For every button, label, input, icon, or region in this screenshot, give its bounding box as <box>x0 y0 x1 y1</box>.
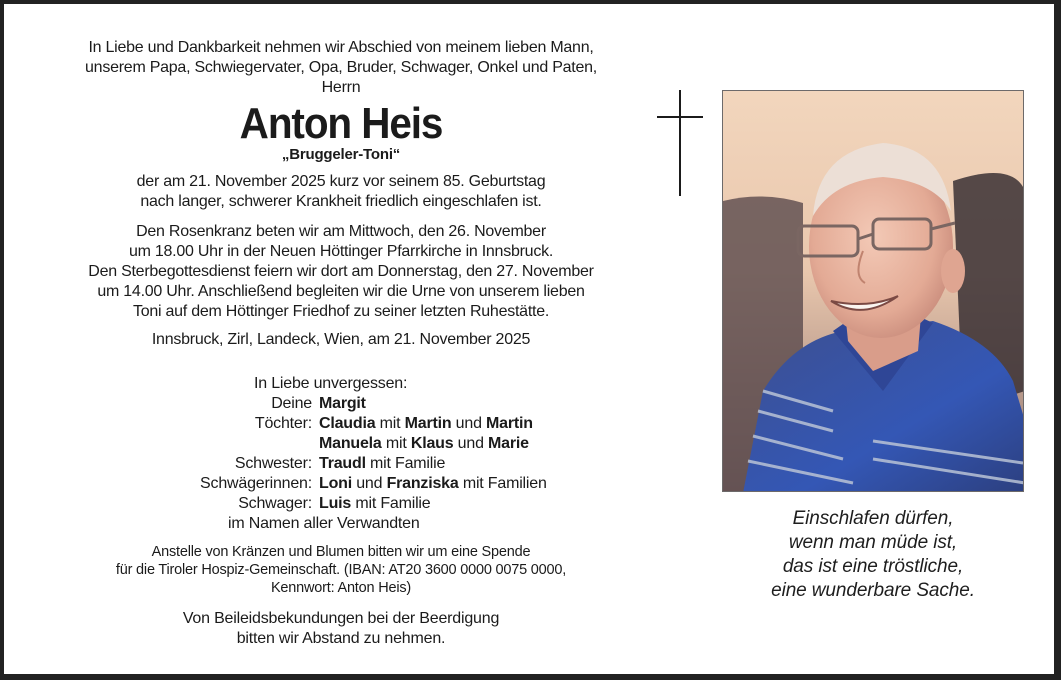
death-line: nach langer, schwerer Krankheit friedlich eingeschlafen ist. <box>140 193 542 210</box>
service-line: Toni auf dem Höttinger Friedhof zu seiner letzten Ruhestätte. <box>132 303 550 320</box>
connector-text: mit <box>381 435 411 452</box>
survivors-footer: im Namen aller Verwandten <box>228 515 420 532</box>
death-line: der am 21. November 2025 kurz vor seinem 85. Geburtstag <box>136 173 546 190</box>
connector-text: mit Familie <box>351 495 431 512</box>
connector-text: und <box>451 415 487 432</box>
intro-line: unserem Papa, Schwiegervater, Opa, Bruder, Schwager, Onkel und Paten, <box>85 59 597 76</box>
donation-request <box>34 543 648 597</box>
survivor-row <box>34 394 648 414</box>
survivor-names <box>319 474 547 494</box>
portrait-photo <box>722 90 1024 492</box>
service-line: Den Rosenkranz beten wir am Mittwoch, den 26. November <box>136 223 546 240</box>
quote-line: das ist eine tröstliche, <box>782 556 964 577</box>
service-line: Den Sterbegottesdienst feiern wir dort am Donnerstag, den 27. November <box>88 263 594 280</box>
condolence-line: bitten wir Abstand zu nehmen. <box>236 630 446 647</box>
quote-line: eine wunderbare Sache. <box>771 580 975 601</box>
survivor-names <box>319 434 529 454</box>
connector-text: mit <box>375 415 405 432</box>
connector-text: mit Familie <box>365 455 446 472</box>
survivor-name: Manuela <box>319 435 382 452</box>
survivor-name: Margit <box>319 395 366 412</box>
survivors-heading: In Liebe unvergessen: <box>254 375 408 392</box>
portrait-illustration <box>723 91 1024 492</box>
survivor-label: Töchter: <box>254 415 312 432</box>
survivor-label: Schwager: <box>238 495 312 512</box>
survivor-name: Martin <box>404 415 452 432</box>
survivor-row <box>34 454 648 474</box>
survivor-row <box>34 494 648 514</box>
connector-text: und <box>351 475 387 492</box>
service-line: um 14.00 Uhr. Anschließend begleiten wir die Urne von unserem lieben <box>97 283 585 300</box>
survivor-names <box>319 454 445 474</box>
survivor-row <box>34 434 648 454</box>
intro-line: In Liebe und Dankbarkeit nehmen wir Abschied von meinem lieben Mann, <box>88 39 594 56</box>
survivor-label: Schwägerinnen: <box>200 475 312 492</box>
survivor-name: Loni <box>319 475 352 492</box>
cross-horizontal-bar <box>657 116 703 118</box>
survivor-label: Deine <box>271 395 312 412</box>
connector-text: mit Familien <box>458 475 547 492</box>
donation-line: für die Tiroler Hospiz-Gemeinschaft. (IBAN: AT20 3600 0000 0075 0000, <box>115 562 567 578</box>
survivor-name: Luis <box>319 495 352 512</box>
quote-line: Einschlafen dürfen, <box>792 508 954 529</box>
connector-text: und <box>453 435 489 452</box>
survivor-name: Traudl <box>319 455 366 472</box>
survivor-row <box>34 474 648 494</box>
donation-line: Kennwort: Anton Heis) <box>270 580 412 596</box>
obituary-text-column <box>34 38 648 647</box>
intro-text <box>34 38 648 98</box>
survivor-name: Martin <box>486 415 533 432</box>
memorial-quote <box>722 507 1024 603</box>
condolence-notice <box>34 609 648 649</box>
donation-line: Anstelle von Kränzen und Blumen bitten wir um eine Spende <box>151 544 531 560</box>
survivor-name: Claudia <box>319 415 376 432</box>
survivors-list <box>34 374 648 534</box>
survivor-names <box>319 494 430 514</box>
survivor-name: Marie <box>488 435 529 452</box>
survivor-names <box>319 414 533 434</box>
service-line: um 18.00 Uhr in der Neuen Höttinger Pfarrkirche in Innsbruck. <box>128 243 554 260</box>
condolence-line: Von Beileidsbekundungen bei der Beerdigung <box>182 610 500 627</box>
service-text <box>34 222 648 322</box>
deceased-name: Anton Heis <box>239 99 443 148</box>
survivors-footer-row <box>34 514 648 534</box>
quote-line: wenn man müde ist, <box>788 532 958 553</box>
intro-line: Herrn <box>321 79 361 96</box>
place-date: Innsbruck, Zirl, Landeck, Wien, am 21. November 2025 <box>151 331 531 348</box>
survivor-name: Franziska <box>386 475 459 492</box>
survivor-name: Klaus <box>410 435 454 452</box>
survivor-names <box>319 394 366 414</box>
survivor-label: Schwester: <box>234 455 312 472</box>
cross-vertical-bar <box>679 90 681 196</box>
deceased-nickname: „Bruggeler-Toni“ <box>281 146 401 163</box>
survivor-row <box>34 414 648 434</box>
death-text <box>34 172 648 212</box>
survivors-heading-row <box>34 374 648 394</box>
